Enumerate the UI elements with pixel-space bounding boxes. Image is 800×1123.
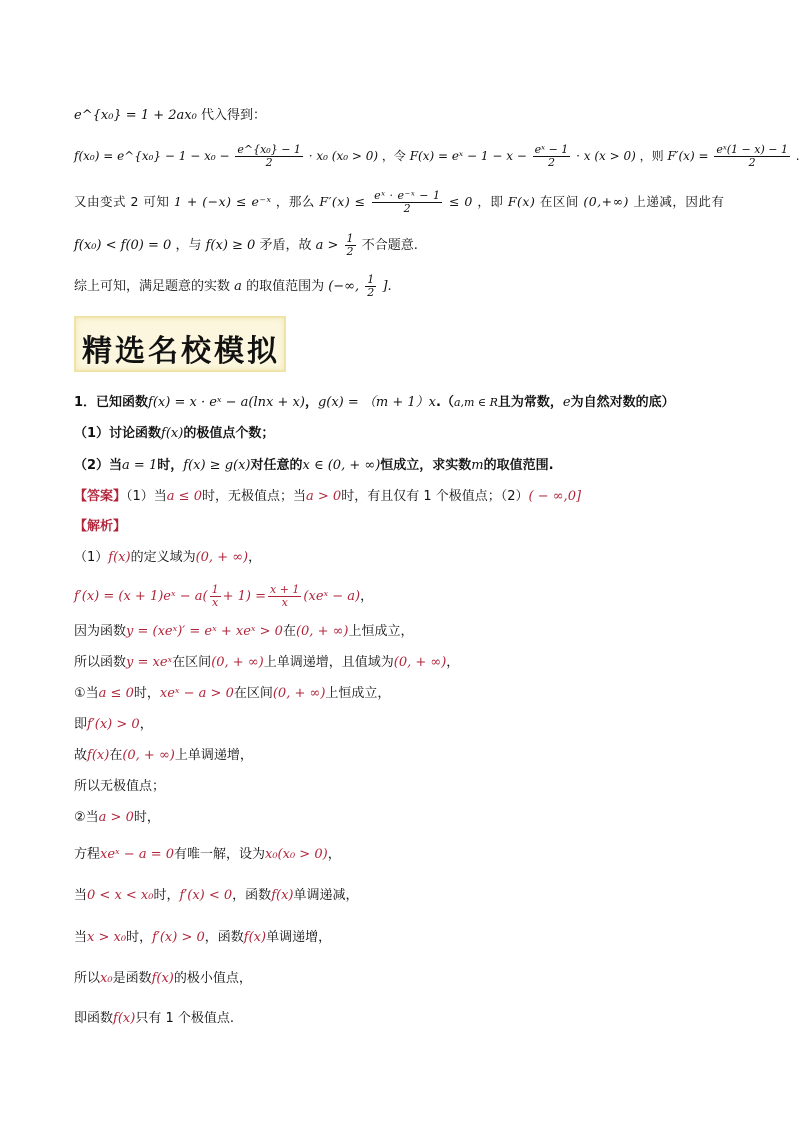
math: a,m ∈ R (453, 396, 498, 409)
analysis-step-13: 所以x₀是函数f(x)的极小值点， (74, 971, 252, 986)
text: 且为常数， (497, 395, 563, 410)
text: 的极值点个数； (183, 426, 275, 441)
math: a (234, 279, 242, 294)
text: 为自然对数的底） (570, 395, 675, 410)
line-contradiction (74, 233, 418, 258)
math: f(x₀) = e^{x₀} − 1 − x₀ − (74, 149, 230, 163)
text: 综上可知，满足题意的实数 (74, 279, 231, 294)
line-conclusion (74, 274, 392, 299)
fraction: $\frac{\text{eˣ − 1}}{2}$ (534, 143, 569, 169)
math: F(x) (507, 194, 536, 209)
math: e^{x₀} = 1 + 2ax₀ (74, 108, 197, 123)
text: 1．已知函数 (74, 395, 149, 410)
analysis-step-1: （1）f(x)的定义域为(0, + ∞)， (74, 550, 262, 565)
math: F′(x) = (667, 149, 709, 163)
math: f(x) = x · eˣ − a(lnx + x) (148, 395, 305, 410)
math: f(x₀) < f(0) = 0 (74, 238, 172, 253)
analysis-step-11: 当0 < x < x₀时，f′(x) < 0，函数f(x)单调递减， (74, 888, 359, 903)
text: 时，有且仅有 1 个极值点；（2） (341, 489, 529, 504)
fraction: $\frac{\text{eˣ(1 − x) − 1}}{2}$ (716, 143, 788, 169)
analysis-step-3: 因为函数y = (xeˣ)′ = eˣ + xeˣ > 0在(0, + ∞)上恒成立， (74, 624, 414, 639)
text: 时，无极值点；当 (201, 489, 306, 504)
math: ≤ 0 (448, 194, 473, 209)
math: ]. (382, 279, 392, 294)
math: f(x) ≥ 0 (205, 238, 256, 253)
text: 在区间 (539, 194, 579, 209)
line-variation (74, 190, 724, 215)
text: （1）当 (126, 489, 167, 504)
math: 1 + (−x) ≤ e⁻ˣ (173, 194, 272, 209)
line-substitution (74, 107, 266, 125)
analysis-step-4: 所以函数y = xeˣ在区间(0, + ∞)上单调递增，且值域为(0, + ∞)， (74, 655, 460, 670)
analysis-step-7: 故f(x)在(0, + ∞)上单调递增， (74, 748, 253, 763)
math: F(x) = eˣ − 1 − x − (409, 149, 527, 163)
math: ( − ∞,0] (528, 489, 582, 504)
text: ，则 (639, 149, 664, 163)
math: a > (315, 238, 339, 253)
text: . (795, 149, 800, 163)
text: 代入得到： (200, 108, 266, 123)
text: ， (304, 395, 318, 410)
text: 恒成立，求实数 (380, 458, 472, 473)
fraction: $\frac{1}{2}$ (367, 273, 375, 299)
text: （1）讨论函数 (74, 426, 162, 441)
analysis-step-9: ②当a > 0时， (74, 810, 160, 825)
problem-part-1 (74, 425, 274, 443)
math: g(x) = （m + 1）x (317, 395, 436, 410)
text: 对任意的 (250, 458, 303, 473)
line-f-x0 (74, 144, 800, 169)
analysis-step-derivative: f′(x) = (x + 1)eˣ − a( $\frac{1}{x}$ + 1) = $\frac{x + 1}{x}$ (xeˣ − a)， (74, 583, 374, 609)
math: m (471, 458, 484, 473)
banner-title: 精选名校模拟 (82, 334, 280, 369)
math: F′(x) ≤ (319, 194, 366, 209)
analysis-step-5: ①当a ≤ 0时，xeˣ − a > 0在区间(0, + ∞)上恒成立， (74, 686, 391, 701)
math: a = 1 (122, 458, 158, 473)
analysis-step-6: 即f′(x) > 0， (74, 717, 153, 732)
math: (0,+∞) (583, 194, 629, 209)
problem-part-2 (74, 457, 554, 475)
problem-statement (74, 394, 675, 412)
analysis-step-8: 所以无极值点； (74, 779, 166, 794)
math: a ≤ 0 (166, 489, 202, 504)
text: ，与 (175, 238, 202, 253)
text: 又由变式 2 可知 (74, 194, 170, 209)
section-banner (74, 316, 286, 372)
math: (−∞, (328, 279, 360, 294)
math: · x (x > 0) (576, 149, 636, 163)
fraction: $\frac{1}{2}$ (346, 232, 354, 258)
text: .（ (436, 395, 454, 410)
text: ，令 (381, 149, 406, 163)
math: f(x) (161, 426, 184, 441)
math: f(x) ≥ g(x) (183, 458, 251, 473)
text: ，即 (477, 194, 504, 209)
text: ，那么 (275, 194, 315, 209)
text: 不合题意. (361, 238, 418, 253)
math: e (562, 395, 571, 410)
fraction: $\frac{\text{eˣ · e⁻ˣ − 1}}{2}$ (374, 189, 441, 215)
fraction: $\frac{\text{e\textasciicircum{}\{x₀\} − 1}}{2}$ (237, 143, 301, 169)
text: 上递减，因此有 (633, 194, 725, 209)
text: 矛盾，故 (259, 238, 312, 253)
analysis-tag: 【解析】 (74, 519, 127, 534)
text: 的取值范围为 (246, 279, 325, 294)
analysis-step-10: 方程xeˣ − a = 0有唯一解，设为x₀(x₀ > 0)， (74, 847, 341, 862)
text: （2）当 (74, 458, 123, 473)
math: x ∈ (0, + ∞) (302, 458, 381, 473)
answer-tag: 【答案】 (74, 489, 127, 504)
answer-line (74, 488, 581, 506)
analysis-step-12: 当x > x₀时，f′(x) > 0，函数f(x)单调递增， (74, 930, 332, 945)
text: 时， (157, 458, 184, 473)
analysis-step-14: 即函数f(x)只有 1 个极值点. (74, 1011, 234, 1026)
text: 的取值范围. (483, 458, 554, 473)
math: a > 0 (306, 489, 342, 504)
math: · x₀ (x₀ > 0) (308, 149, 379, 163)
